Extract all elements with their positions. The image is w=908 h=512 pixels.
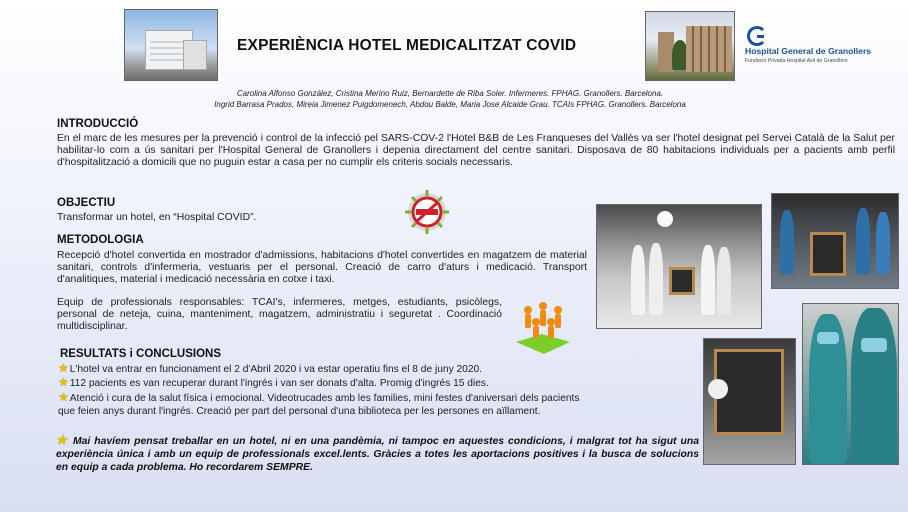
objectiu-heading: OBJECTIU (57, 197, 116, 209)
hotel-photo (124, 9, 218, 81)
staff-group-photo (596, 204, 762, 329)
nurses-ppe-photo (802, 303, 899, 465)
chalkboard-photo (703, 338, 796, 465)
resultat-item: ★112 pacients es van recuperar durant l'ingrés i van ser donats d'alta. Promig d'ingrés 15 dies. (58, 375, 489, 389)
star-icon: ★ (56, 433, 68, 447)
authors-line-1: Carolina Alfonso González, Cristina Merino Ruiz, Bernardette de Riba Soler. Infermeres. FPHAG. Granollers. Barcelona. (236, 89, 664, 98)
logo-g-icon (747, 26, 767, 46)
star-icon: ★ (58, 390, 69, 404)
logo-name: Hospital General de Granollers (745, 46, 872, 56)
team-puzzle-icon (512, 298, 574, 356)
introduccio-heading: INTRODUCCIÓ (57, 118, 139, 130)
authors (100, 88, 800, 110)
resultat-item-continuation: que feien anys durant l'ingrés. Creació per part del personal d'una biblioteca per les persones en aïllament. (58, 406, 541, 417)
hospital-photo (645, 11, 735, 81)
star-icon: ★ (58, 361, 69, 375)
resultat-item: ★Atenció i cura de la salut física i emocional. Videotrucades amb les families, mini festes d'aniversari dels pacients (58, 390, 580, 404)
introduccio-text: En el marc de les mesures per la prevenció i control de la infecció pel SARS-COV-2 l'Hotel B&B de Les Franqueses del Vallès va ser l'hotel designat pel Servei Català de la Salut per habilitar-lo com a ús sanitari per l'Hospital General de Granollers i depenia directament del centre sanitari. Disposava de 80 habitacions individuals per a pacients amb perfil d'hospitalització a domicili que no puguin estar a casa per no cumplir els criteris socials necessaris. (57, 133, 895, 169)
closing-statement: ★ Mai havíem pensat treballar en un hotel, ni en una pandèmia, ni tampoc en aquestes condicions, i malgrat tot ha sigut una experiència única i amb un equip de professionals excel.lents. Gràcies a totes les aportacions positives i la busca de solucions en equip a cada problema. Ho recordarem SEMPRE. (56, 433, 700, 473)
metodologia-heading: METODOLOGIA (57, 234, 144, 246)
metodologia-text-2: Equip de professionals responsables: TCAI's, infermeres, metges, estudiants, psicòlegs, personal de neteja, cuina, manteniment, magatzem, administratiu i seguretat . Coordinació multidisciplinar. (57, 297, 502, 333)
star-icon: ★ (58, 375, 69, 389)
logo-subtitle: Fundació Privada Hospital Asil de Granollers (745, 58, 848, 64)
metodologia-text-1: Recepció d'hotel convertida en mostrador d'admissions, habitacions d'hotel convertides en magatzem de material sanitari, controls d'infermeria, vestuaris per el personal. Creació de carro d'aturs i medicació. Transport d'analitiques, material i medicació necessària en cotxe i taxi. (57, 250, 587, 286)
resultats-heading: RESULTATS i CONCLUSIONS (60, 348, 221, 360)
objectiu-text: Transformar un hotel, en “Hospital COVID”. (57, 212, 257, 223)
covid-stop-icon (398, 190, 456, 234)
hospital-logo (745, 26, 905, 70)
poster-title: EXPERIÈNCIA HOTEL MEDICALITZAT COVID (237, 37, 577, 54)
authors-line-2: Ingrid Barrasa Prados, Mireia Jimenez Puigdomenech, Abdou Balde, Maria Jose Alcaide Grau. TCAIs FPHAG. Granollers. Barcelona (214, 100, 686, 109)
team-with-sign-photo (771, 193, 899, 289)
resultat-item: ★L'hotel va entrar en funcionament el 2 d'Abril 2020 i va estar operatiu fins el 8 de juny 2020. (58, 361, 482, 375)
